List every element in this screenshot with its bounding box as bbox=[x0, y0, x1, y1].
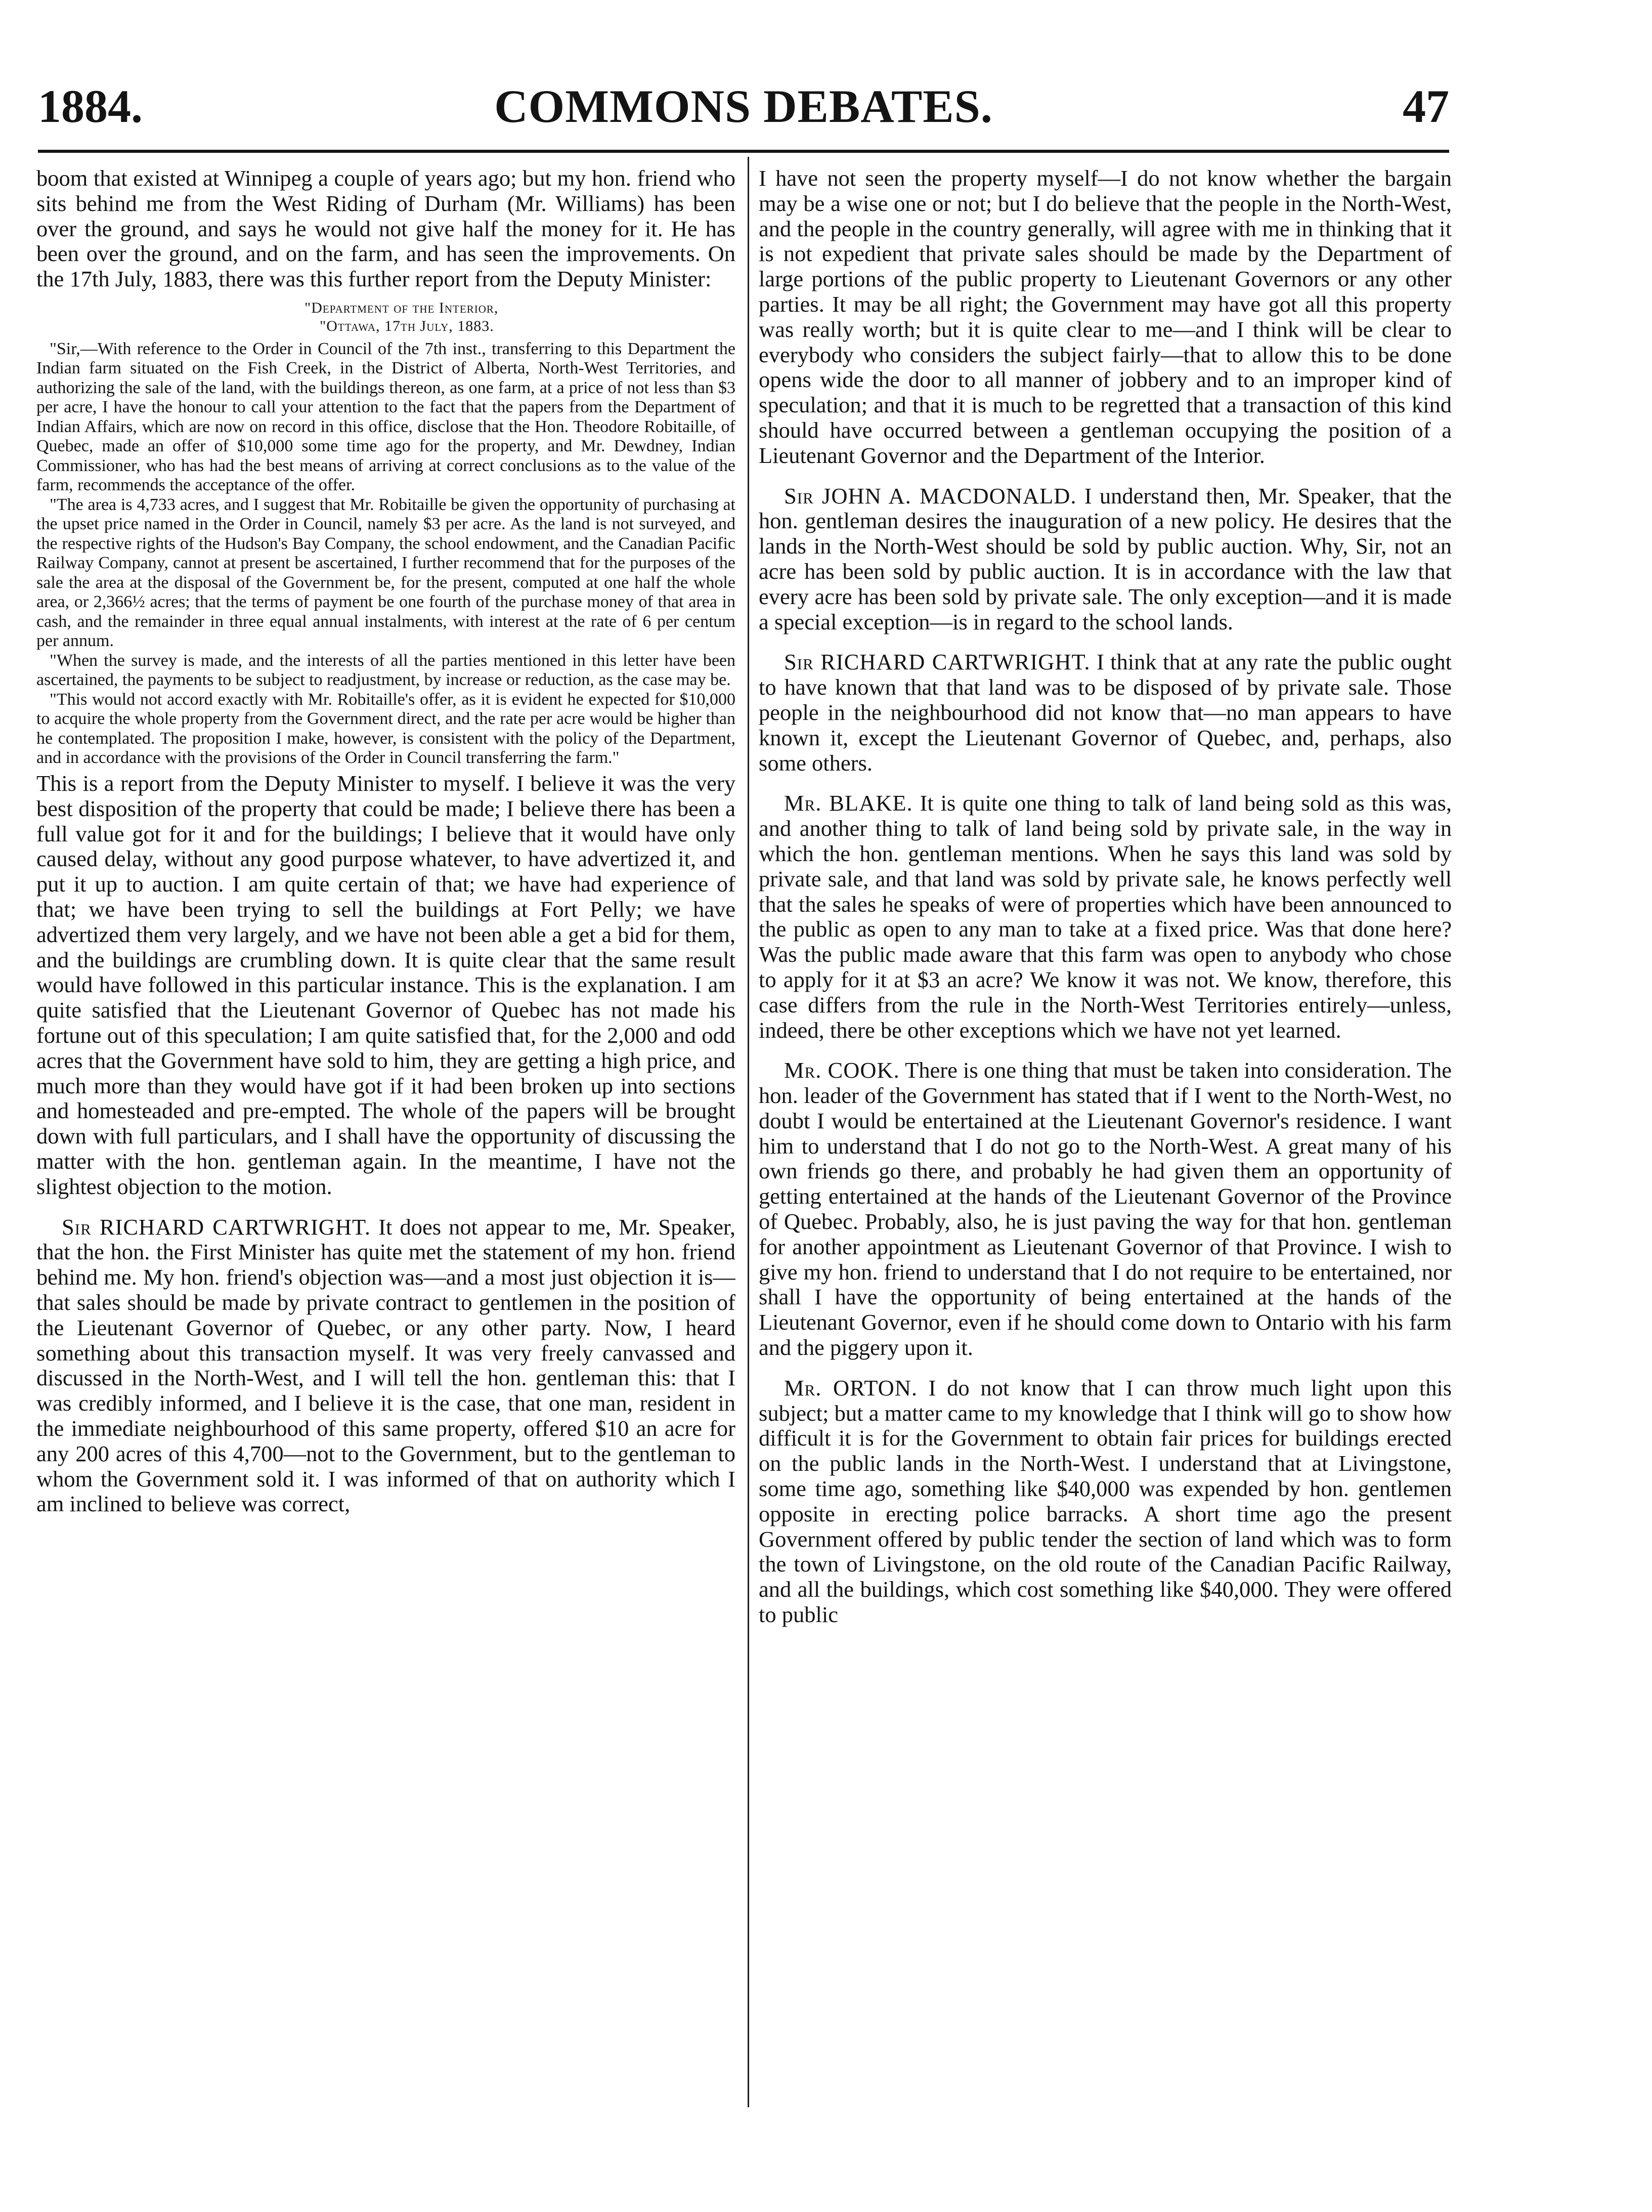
right-column bbox=[759, 166, 1452, 2109]
letter-paragraph: "When the survey is made, and the interests of all the parties mentioned in this letter have been ascertained, the payments to be subject to readjustment, by increase or reduction, as the case may be. bbox=[36, 651, 735, 690]
column-divider bbox=[748, 157, 749, 2107]
speaker-name: Mr. BLAKE. bbox=[784, 790, 913, 816]
speech-text: I think that at any rate the public ought to have known that that land was to be disposed of by private sale. Those people in the neighbourhood did not know that—no man appears to have known it, except the Lieutenant Governor of Quebec, and, perhaps, also some others. bbox=[759, 649, 1452, 776]
speech-text: It is quite one thing to talk of land being sold as this was, and another thing to talk of land being sold by private sale, in the way in which the hon. gentleman mentions. When he says this land was sold by private sale, and that land was sold by private sale, he knows perfectly well that the sales he speaks of were of properties which have been announced to the public as open to any man to take at a fixed price. Was that done here? Was the public made aware that this farm was open to anybody who chose to apply for it at $3 an acre? We know it was not. We know, therefore, this case differs from the rule in the North-West Territories entirely—unless, indeed, there be other exceptions which we have not yet learned. bbox=[759, 790, 1452, 1043]
header-year: 1884. bbox=[38, 80, 143, 132]
speech bbox=[36, 1215, 735, 1517]
speech-text: I do not know that I can throw much light upon this subject; but a matter came to my knowledge that I think will go to show how difficult it is for the Government to obtain fair prices for buildings erected on the public lands in the North-West. I understand that at Livingstone, some time ago, something like $40,000 was expended by hon. gentlemen opposite in erecting police barracks. A short time ago the present Government offered by public tender the section of land which was to form the town of Livingstone, on the old route of the Canadian Pacific Railway, and all the buildings, which cost something like $40,000. They were offered to public bbox=[759, 1375, 1452, 1628]
letterhead-date: "Ottawa, 17th July, 1883. bbox=[320, 317, 494, 334]
left-column bbox=[36, 166, 735, 2109]
paragraph: I have not seen the property myself—I do not know whether the bargain may be a wise one or not; but I do believe that the people in the North-West, and the people in the country generally, will agree with me in thinking that it is not expedient that private sales should be made by the Department of large portions of the public property to Lieutenant Governors or any other parties. It may be all right; the Government may have got all this property was really worth; but it is quite clear to me—and I think will be clear to everybody who considers the subject fairly—that to allow this to be done opens wide the door to all manner of jobbery and to an improper kind of speculation; and that it is much to be regretted that a transaction of this kind should have occurred between a gentleman occupying the position of a Lieutenant Governor and the Department of the Interior. bbox=[759, 166, 1452, 468]
quoted-letter bbox=[36, 339, 735, 768]
speech bbox=[759, 1376, 1452, 1628]
speech-text: I understand then, Mr. Speaker, that the hon. gentleman desires the inauguration of a new policy. He desires that the lands in the North-West should be sold by public auction. Why, Sir, not an acre has been sold by public auction. It is in accordance with the law that every acre has been sold by private sale. The only exception—and it is made a special exception—is in regard to the school lands. bbox=[759, 483, 1452, 634]
paragraph: boom that existed at Winnipeg a couple of years ago; but my hon. friend who sits behind me from the West Riding of Durham (Mr. Williams) has been over the ground, and says he would not give half the money for it. He has been over the ground, and on the farm, and has seen the improvements. On the 17th July, 1883, there was this further report from the Deputy Minister: bbox=[36, 166, 735, 292]
letterhead-department: "Department of the Interior, bbox=[305, 299, 499, 316]
speaker-name: Mr. ORTON. bbox=[784, 1375, 918, 1400]
speaker-name: Sir RICHARD CARTWRIGHT. bbox=[62, 1214, 371, 1240]
header-title: COMMONS DEBATES. bbox=[494, 80, 993, 132]
paragraph: This is a report from the Deputy Minister to myself. I believe it was the very best disposition of the property that could be made; I believe there has been a full value got for it and for the buildings; I believe that it would have only caused delay, without any good purpose whatever, to have advertized it, and put it up to auction. I am quite certain of that; we have had experience of that; we have been trying to sell the buildings at Fort Pelly; we have advertized them very largely, and we have not been able a get a bid for them, and the buildings are crumbling down. It is quite clear that the same result would have followed in this particular instance. This is the explanation. I am quite satisfied that the Lieutenant Governor of Quebec has not made his fortune out of this speculation; I am quite satisfied that, for the 2,000 and odd acres that the Government have sold to him, they are getting a high price, and much more than they would have got if it had been broken up into sections and homesteaded and pre-empted. The whole of the papers will be brought down with full particulars, and I shall have the opportunity of discussing the matter with the hon. gentleman again. In the meantime, I have not the slightest objection to the motion. bbox=[36, 770, 735, 1199]
speech-text: It does not appear to me, Mr. Speaker, that the hon. the First Minister has quite met the statement of my hon. friend behind me. My hon. friend's objection was—and a most just objection it is—that sales should be made by private contract to gentlemen in the position of the Lieutenant Governor of Quebec, or any other party. Now, I heard something about this transaction myself. It was very freely canvassed and discussed in the North-West, and I will tell the hon. gentleman this: that I was credibly informed, and I believe it is the case, that one man, resident in the immediate neighbourhood of this same property, offered $10 an acre for any 200 acres of this 4,700—not to the Government, but to the gentleman to whom the Government sold it. I was informed of that on authority which I am inclined to believe was correct, bbox=[36, 1214, 735, 1517]
speech bbox=[759, 484, 1452, 635]
speech-text: There is one thing that must be taken into consideration. The hon. leader of the Government has stated that if I went to the North-West, no doubt I would be entertained at the Lieutenant Governor's residence. I want him to understand that I do not go to the North-West. A great many of his own friends go there, and probably he had given them an opportunity of getting entertained at the hands of the Lieutenant Governor of the Province of Quebec. Probably, also, he is just paving the way for that hon. gentleman for another appointment as Lieutenant Governor of that Province. I wish to give my hon. friend to understand that I do not require to be entertained, nor shall I have the opportunity of being entertained at the hands of the Lieutenant Governor, even if he should come down to Ontario with his farm and the piggery upon it. bbox=[759, 1057, 1452, 1360]
speaker-name: Sir JOHN A. MACDONALD. bbox=[784, 483, 1077, 508]
letter-paragraph: "The area is 4,733 acres, and I suggest that Mr. Robitaille be given the opportunity of purchasing at the upset price named in the Order in Council, namely $3 per acre. As the land is not surveyed, and the respective rights of the Hudson's Bay Company, the school endowment, and the Canadian Pacific Railway Company, cannot at present be ascertained, I further recommend that for the purposes of the sale the area at the disposal of the Government be, for the present, computed at one half the whole area, or 2,366½ acres; that the terms of payment be one fourth of the purchase money of that area in cash, and the remainder in three equal annual instalments, with interest at the rate of 6 per centum per annum. bbox=[36, 495, 735, 651]
page-number: 47 bbox=[1403, 80, 1449, 132]
speech bbox=[759, 1058, 1452, 1360]
speech bbox=[759, 791, 1452, 1043]
speech bbox=[759, 650, 1452, 776]
letter-paragraph: "Sir,—With reference to the Order in Council of the 7th inst., transferring to this Department the Indian farm situated on the Fish Creek, in the District of Alberta, North-West Territories, and authorizing the sale of the land, with the buildings thereon, as one farm, at a price of not less than $3 per acre, I have the honour to call your attention to the fact that the papers from the Department of Indian Affairs, which are now on record in this office, disclose that the Hon. Theodore Robitaille, of Quebec, made an offer of $10,000 some time ago for the property, and Mr. Dewdney, Indian Commissioner, who has had the best means of arriving at correct conclusions as to the value of the farm, recommends the acceptance of the offer. bbox=[36, 339, 735, 495]
letter-heading bbox=[36, 299, 735, 335]
speaker-name: Sir RICHARD CARTWRIGHT. bbox=[784, 649, 1091, 675]
speaker-name: Mr. COOK. bbox=[784, 1057, 900, 1083]
header-rule bbox=[38, 150, 1449, 153]
letter-paragraph: "This would not accord exactly with Mr. Robitaille's offer, as it is evident he expected for $10,000 to acquire the whole property from the Government direct, and the rate per acre would be higher than he contemplated. The proposition I make, however, is consistent with the policy of the Department, and in accordance with the provisions of the Order in Council transferring the farm." bbox=[36, 690, 735, 768]
page-header bbox=[38, 76, 1449, 137]
